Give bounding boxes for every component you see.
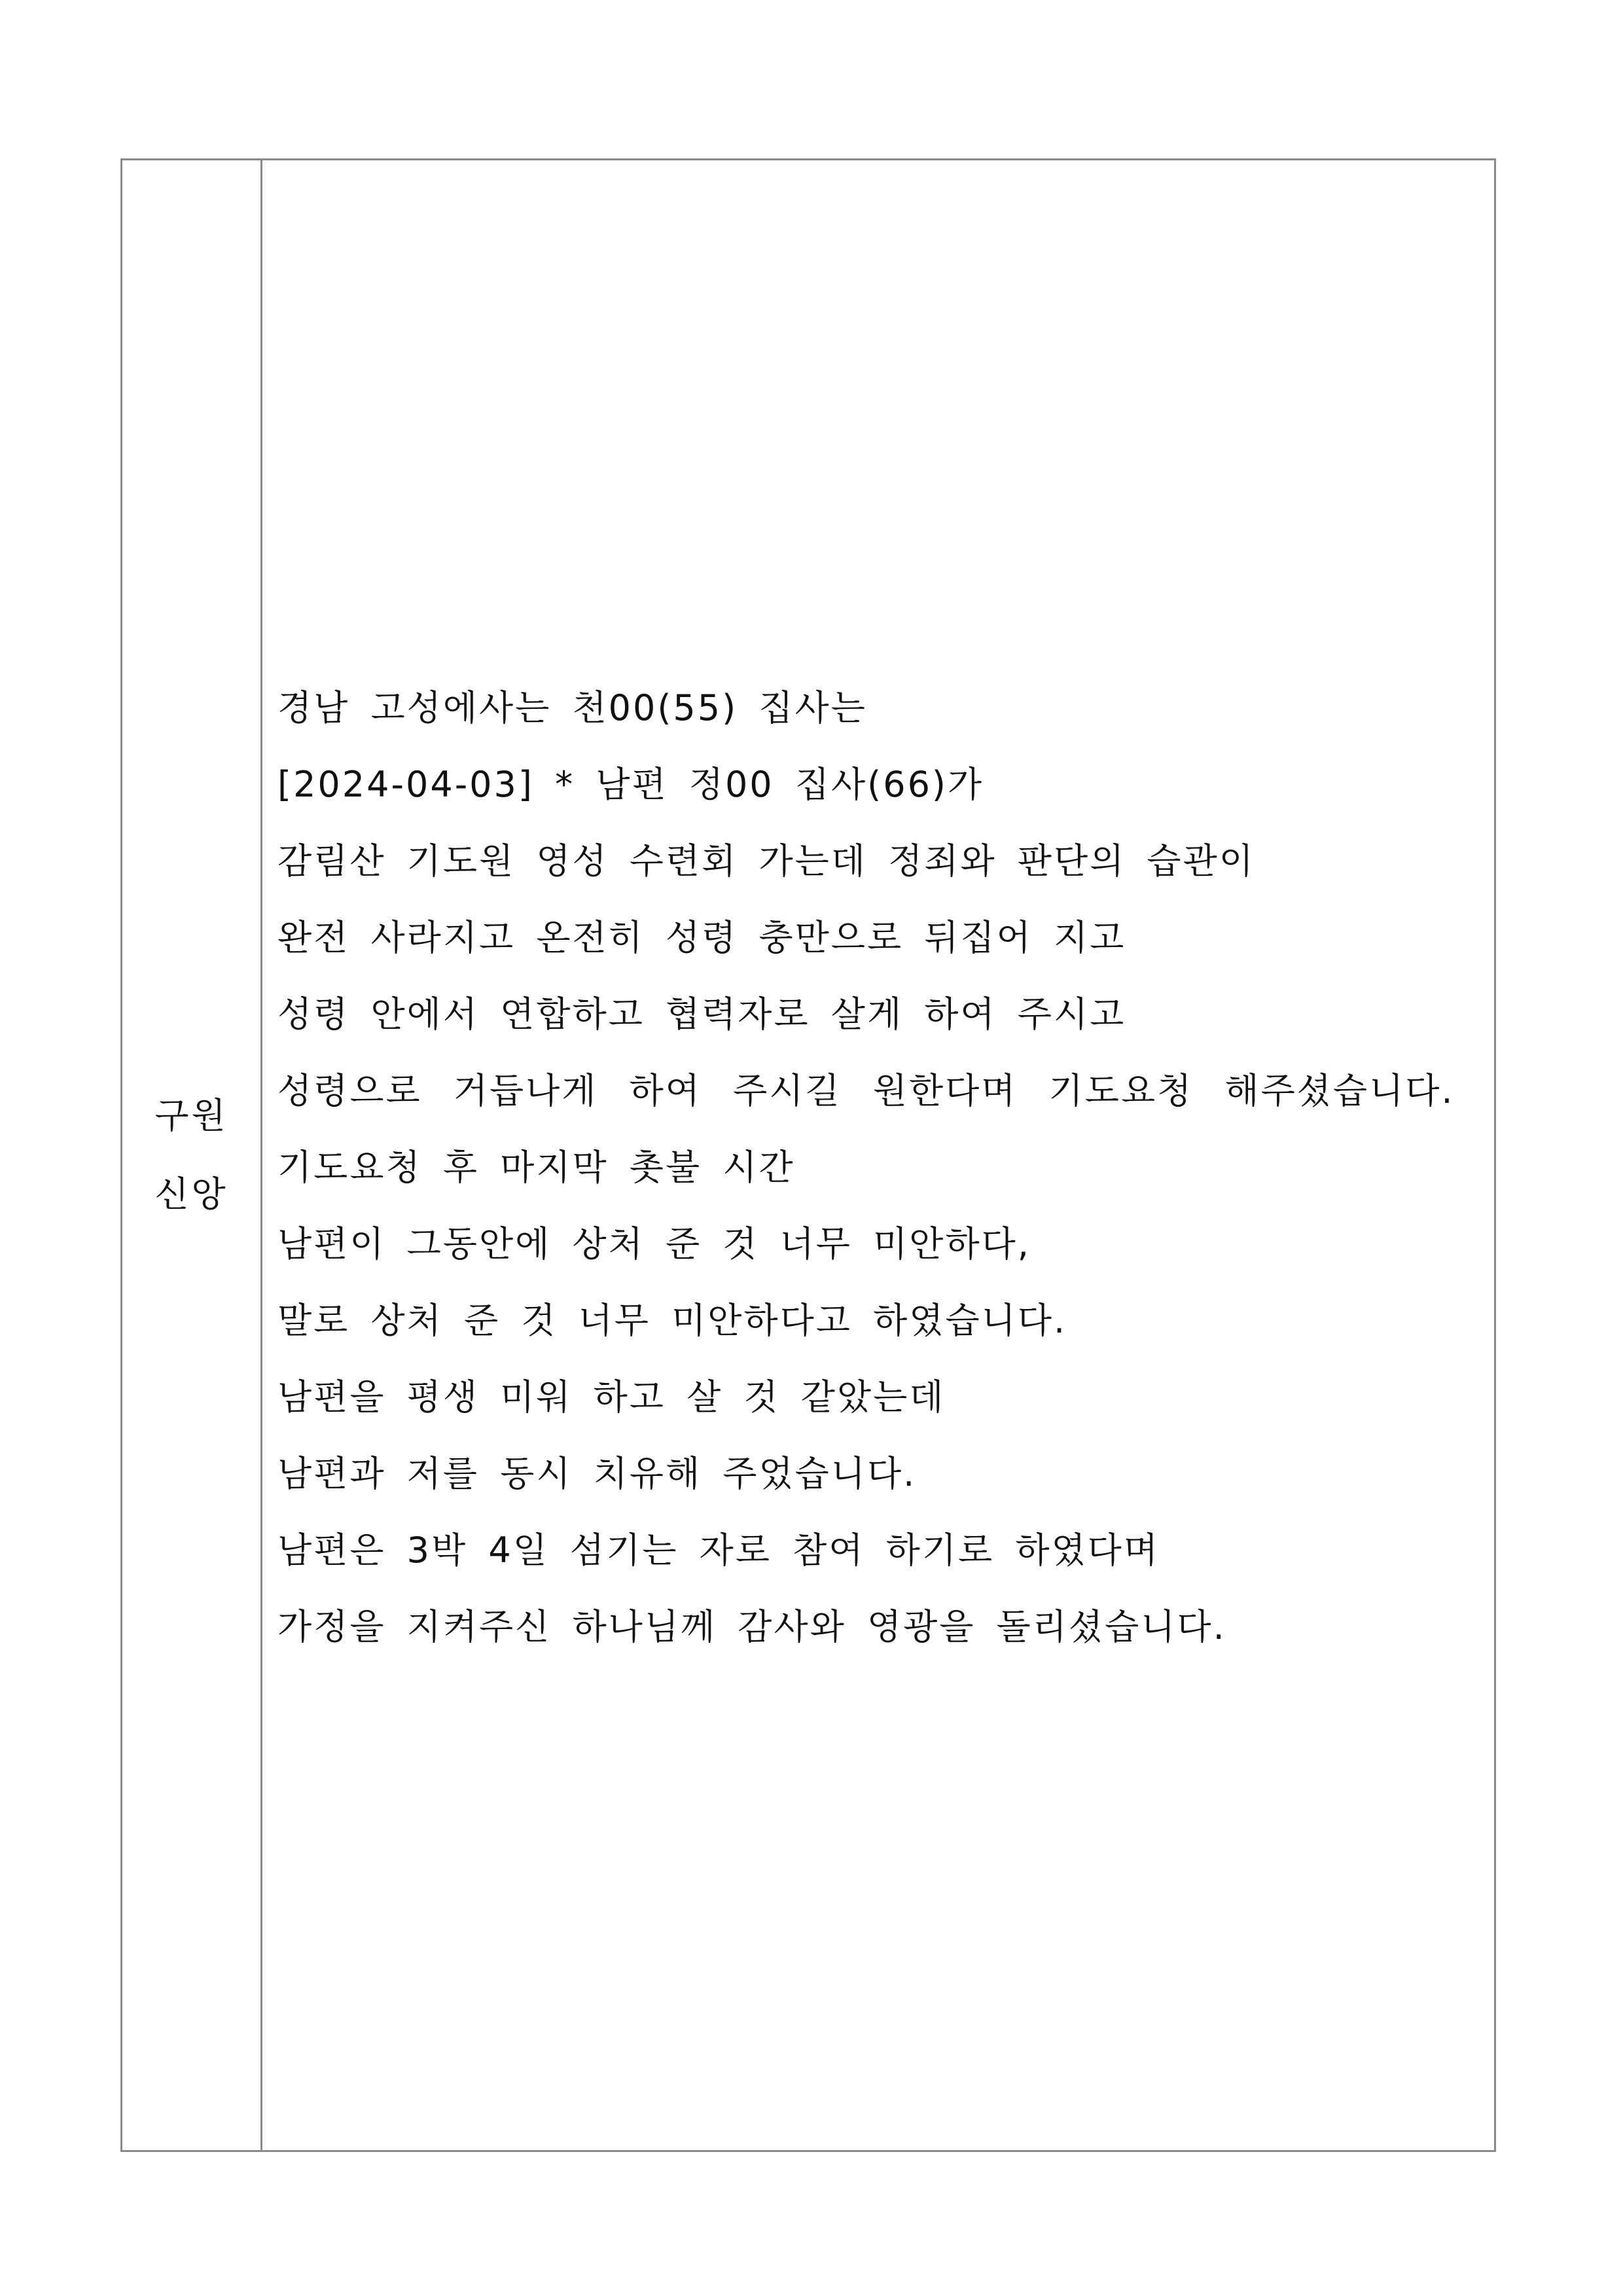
testimony-line: 남편은 3박 4일 섬기는 자로 참여 하기로 하였다며 xyxy=(277,1530,1160,1571)
testimony-line: 남편과 저를 동시 치유해 주었습니다. xyxy=(277,1453,917,1494)
testimony-line: 완전 사라지고 온전히 성령 충만으로 뒤집어 지고 xyxy=(277,917,1126,958)
category-label-line: 구원 xyxy=(154,1095,228,1136)
testimony-line: 기도요청 후 마지막 촛불 시간 xyxy=(277,1147,795,1188)
testimony-text xyxy=(277,670,1494,1665)
testimony-line: 성령 안에서 연합하고 협력자로 살게 하여 주시고 xyxy=(277,994,1126,1035)
testimony-line: 성령으로 거듭나게 하여 주시길 원한다며 기도요청 해주셨습니다. xyxy=(277,1070,1455,1111)
testimony-content-cell xyxy=(262,160,1494,2150)
category-label-cell xyxy=(122,160,262,2150)
document-table xyxy=(120,158,1496,2152)
testimony-line: 남편이 그동안에 상처 준 것 너무 미안하다, xyxy=(277,1223,1031,1265)
testimony-line: 가정을 지켜주신 하나님께 감사와 영광을 돌리셨습니다. xyxy=(277,1606,1226,1647)
testimony-line: 경남 고성에사는 천00(55) 집사는 xyxy=(277,687,867,728)
testimony-line: 말로 상처 준 것 너무 미안하다고 하였습니다. xyxy=(277,1300,1067,1341)
testimony-line: 감림산 기도원 영성 수련회 가는데 정죄와 판단의 습관이 xyxy=(277,840,1255,882)
testimony-line: [2024-04-03] * 남편 정00 집사(66)가 xyxy=(277,764,984,805)
testimony-line: 남편을 평생 미워 하고 살 것 같았는데 xyxy=(277,1376,946,1418)
category-label-line: 신앙 xyxy=(154,1174,228,1215)
